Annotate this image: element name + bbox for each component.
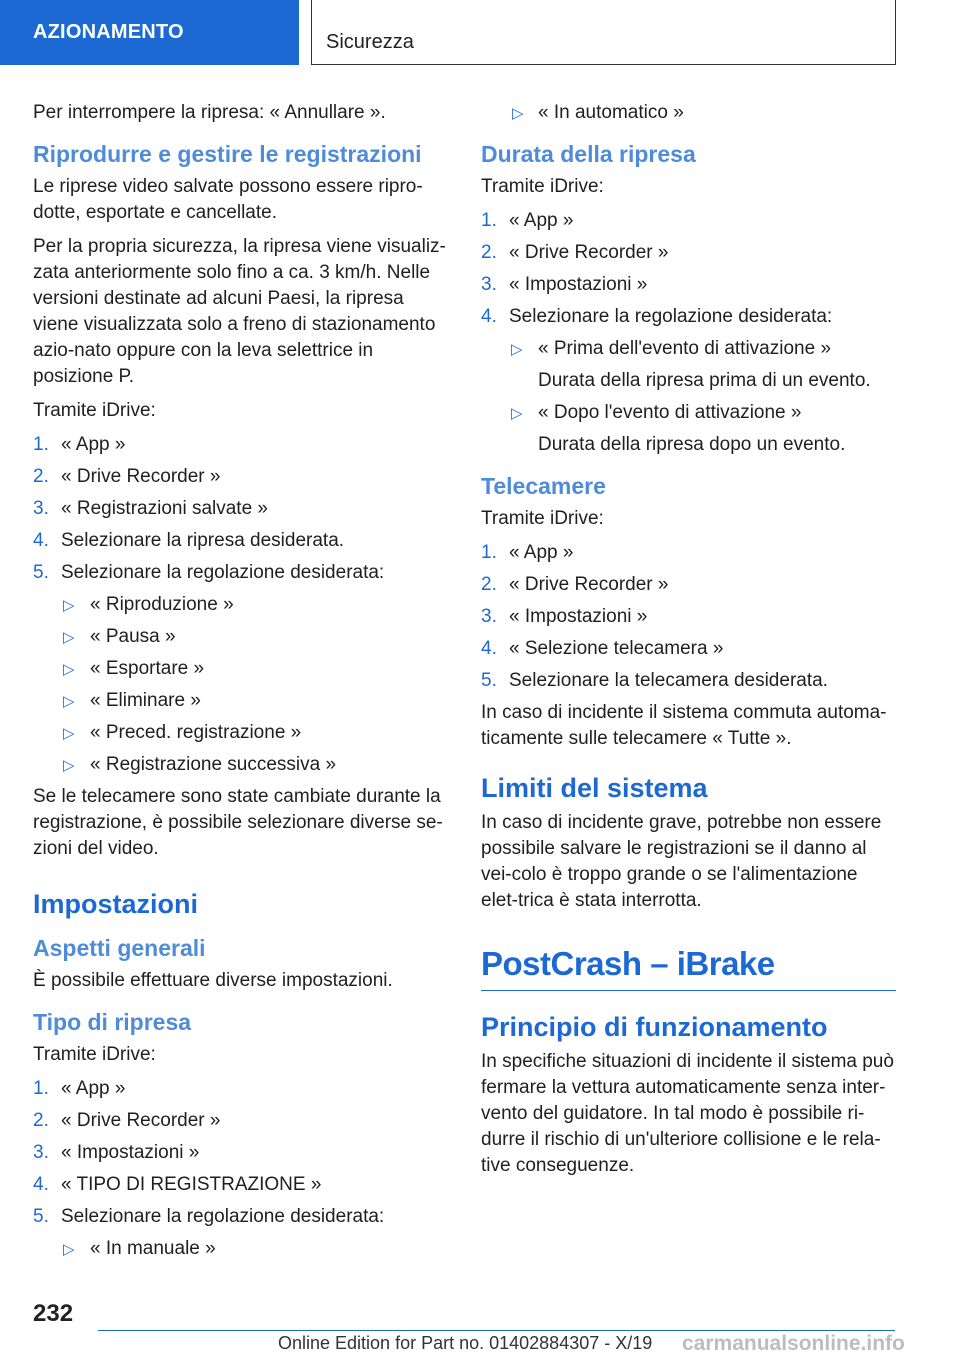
paragraph: In caso di incidente il sistema commuta automa-ticamente sulle telecamere « Tutte ». <box>481 702 887 749</box>
paragraph: Tramite iDrive: <box>33 1044 156 1065</box>
list-item: 4. « TIPO DI REGISTRAZIONE » <box>33 1174 322 1195</box>
section-tab: AZIONAMENTO <box>0 0 299 65</box>
list-item: 2. « Drive Recorder » <box>481 574 669 595</box>
list-item: 4. « Selezione telecamera » <box>481 638 724 659</box>
list-item: 4. Selezionare la regolazione desiderata: ▷ « Prima dell'evento di attivazione » Durata della ripresa prima di un evento. ▷ « Dopo l'evento di attivazione » Durata della ripresa dopo un evento. <box>481 304 896 458</box>
heading-durata-ripresa: Durata della ripresa <box>481 141 696 167</box>
heading-telecamere: Telecamere <box>481 473 606 499</box>
triangle-icon: ▷ <box>63 757 75 774</box>
heading-tipo-di-ripresa: Tipo di ripresa <box>33 1009 192 1035</box>
steps-list <box>481 208 896 458</box>
list-item: 1. « App » <box>33 434 126 455</box>
page-number: 232 <box>33 1300 74 1327</box>
list-item: 3. « Impostazioni » <box>481 274 648 295</box>
list-item: 4. Selezionare la ripresa desiderata. <box>33 530 345 551</box>
sub-item: ▷ « Riproduzione » <box>61 592 448 618</box>
list-item: 5. Selezionare la regolazione desiderata: ▷ « In manuale » <box>33 1204 448 1262</box>
heading-impostazioni: Impostazioni <box>33 889 199 919</box>
list-item: 5. Selezionare la regolazione desiderata: ▷ « Riproduzione » ▷ « Pausa » ▷ « Esportare » ▷ « Eliminare » ▷ « Preced. registrazione » ▷ « Registrazione successiva » <box>33 560 448 778</box>
list-item: 2. « Drive Recorder » <box>481 242 669 263</box>
sub-item: ▷ « Esportare » <box>61 656 448 682</box>
watermark: carmanualsonline.info <box>682 1332 905 1355</box>
triangle-icon: ▷ <box>512 105 524 122</box>
paragraph: Tramite iDrive: <box>481 176 604 197</box>
list-item: 1. « App » <box>481 542 574 563</box>
paragraph: Tramite iDrive: <box>33 400 156 421</box>
sub-item: ▷ « Eliminare » <box>61 688 448 714</box>
triangle-icon: ▷ <box>63 629 75 646</box>
sub-item: ▷ « In manuale » <box>61 1236 448 1262</box>
steps-list <box>33 1076 448 1262</box>
list-item: 3. « Impostazioni » <box>481 606 648 627</box>
triangle-icon: ▷ <box>63 693 75 710</box>
triangle-icon: ▷ <box>63 597 75 614</box>
paragraph: Per la propria sicurezza, la ripresa viene visualiz-zata anteriormente solo fino a ca. 3 km/h. Nelle versioni destinate ad alcuni Paesi, la ripresa viene visualizzata solo a freno di stazionamento azio-nato oppure con la leva selettrice in posizione P. <box>33 236 446 387</box>
sub-item: ▷ « In automatico » <box>481 100 896 126</box>
page-title: Sicurezza <box>311 0 896 65</box>
paragraph: In caso di incidente grave, potrebbe non essere possibile salvare le registrazioni se il danno al vei-colo è troppo grande o se l'alimentazione elet-trica è stata interrotta. <box>481 812 882 911</box>
intro-text: Per interrompere la ripresa: « Annullare ». <box>33 102 386 123</box>
triangle-icon: ▷ <box>63 661 75 678</box>
heading-aspetti-generali: Aspetti generali <box>33 935 206 961</box>
paragraph: Le riprese video salvate possono essere ripro-dotte, esportate e cancellate. <box>33 176 423 223</box>
right-column <box>481 100 896 1187</box>
list-item: 2. « Drive Recorder » <box>33 466 221 487</box>
sub-list <box>481 100 896 126</box>
triangle-icon: ▷ <box>63 1241 75 1258</box>
paragraph: Se le telecamere sono state cambiate durante la registrazione, è possibile selezionare diverse se-zioni del video. <box>33 786 443 859</box>
sub-item: ▷ « Pausa » <box>61 624 448 650</box>
list-item: 3. « Impostazioni » <box>33 1142 200 1163</box>
steps-list <box>33 432 448 778</box>
sub-item: ▷ « Preced. registrazione » <box>61 720 448 746</box>
list-item: 2. « Drive Recorder » <box>33 1110 221 1131</box>
triangle-icon: ▷ <box>511 341 523 358</box>
left-column <box>33 100 448 1268</box>
paragraph: In specifiche situazioni di incidente il sistema può fermare la vettura automaticamente senza inter-vento del guidatore. In tal modo è possibile ri-durre il rischio di un'ulteriore collisione e le rela-tive conseguenze. <box>481 1051 894 1176</box>
sub-item: ▷ « Prima dell'evento di attivazione » Durata della ripresa prima di un evento. <box>511 338 871 391</box>
sub-item: ▷ « Dopo l'evento di attivazione » Durata della ripresa dopo un evento. <box>511 402 846 455</box>
list-item: 1. « App » <box>33 1078 126 1099</box>
footer-rule <box>98 1330 895 1331</box>
heading-postcrash: PostCrash – iBrake <box>481 942 896 991</box>
sub-list <box>61 1236 448 1262</box>
paragraph: Tramite iDrive: <box>481 508 604 529</box>
sub-list <box>61 592 448 778</box>
heading-principio-funzionamento: Principio di funzionamento <box>481 1012 828 1042</box>
list-item: 1. « App » <box>481 210 574 231</box>
list-item: 5. Selezionare la telecamera desiderata. <box>481 670 828 691</box>
steps-list <box>481 540 896 694</box>
paragraph: È possibile effettuare diverse impostazioni. <box>33 970 393 991</box>
list-item: 3. « Registrazioni salvate » <box>33 498 268 519</box>
triangle-icon: ▷ <box>63 725 75 742</box>
heading-riprodurre: Riprodurre e gestire le registrazioni <box>33 141 422 167</box>
sub-list <box>509 336 896 458</box>
triangle-icon: ▷ <box>511 405 523 422</box>
heading-limiti-sistema: Limiti del sistema <box>481 773 708 803</box>
sub-item: ▷ « Registrazione successiva » <box>61 752 448 778</box>
footer-edition: Online Edition for Part no. 01402884307 - X/19 <box>278 1333 653 1353</box>
